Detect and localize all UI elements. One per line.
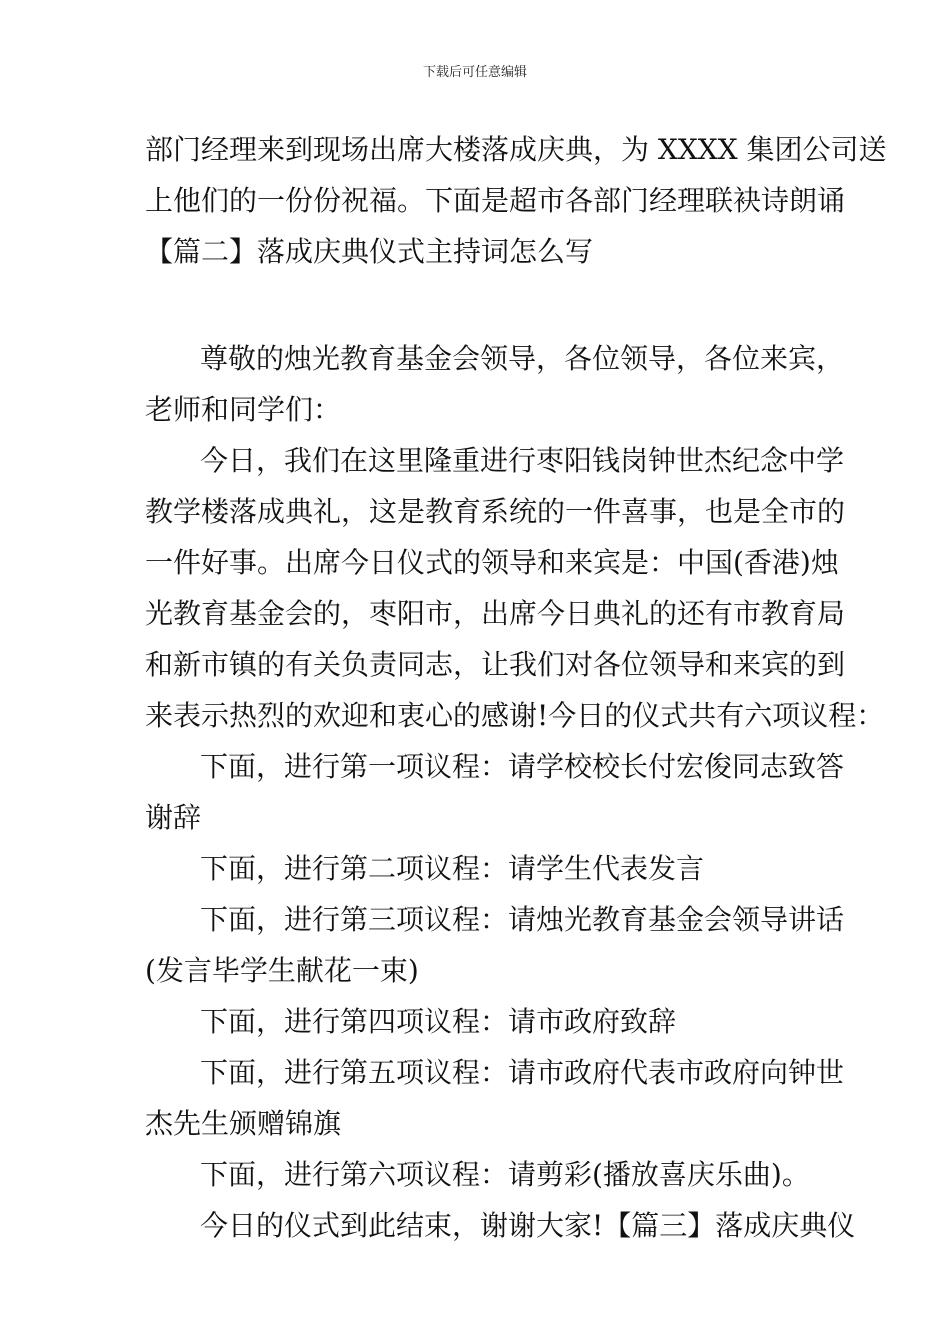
text-line: 和新市镇的有关负责同志，让我们对各位领导和来宾的到	[145, 648, 846, 681]
text-line: 来表示热烈的欢迎和衷心的感谢!今日的仪式共有六项议程：	[145, 699, 885, 732]
page-header-note: 下载后可任意编辑	[422, 65, 527, 80]
document-body	[145, 124, 887, 1251]
blank-spacer	[145, 277, 810, 333]
text-line: 一件好事。出席今日仪式的领导和来宾是：中国(香港)烛	[145, 546, 839, 579]
text-line: 教学楼落成典礼，这是教育系统的一件喜事，也是全市的	[145, 495, 846, 528]
agenda-item: 下面，进行第三项议程：请烛光教育基金会领导讲话	[200, 903, 845, 936]
salutation-line: 尊敬的烛光教育基金会领导，各位领导，各位来宾，	[200, 342, 845, 375]
agenda-item: 下面，进行第五项议程：请市政府代表市政府向钟世	[200, 1056, 845, 1089]
text-line: 光教育基金会的，枣阳市，出席今日典礼的还有市教育局	[145, 597, 846, 630]
text-line: 部门经理来到现场出席大楼落成庆典，为 XXXX 集团公司送	[145, 133, 887, 166]
closing-line: 今日的仪式到此结束，谢谢大家!【篇三】落成庆典仪	[200, 1209, 856, 1242]
agenda-item: 下面，进行第四项议程：请市政府致辞	[200, 1005, 677, 1038]
agenda-item: 下面，进行第二项议程：请学生代表发言	[200, 852, 705, 885]
agenda-item: 谢辞	[145, 801, 202, 834]
agenda-item: (发言毕学生献花一束)	[145, 954, 419, 987]
section-heading: 【篇二】落成庆典仪式主持词怎么写	[145, 235, 594, 268]
salutation-line: 老师和同学们：	[145, 393, 342, 426]
text-line: 今日，我们在这里隆重进行枣阳钱岗钟世杰纪念中学	[200, 444, 845, 477]
text-line: 上他们的一份份祝福。下面是超市各部门经理联袂诗朗诵	[145, 184, 846, 217]
agenda-item: 下面，进行第一项议程：请学校校长付宏俊同志致答	[200, 750, 845, 783]
agenda-item: 杰先生颁赠锦旗	[145, 1107, 342, 1140]
agenda-item: 下面，进行第六项议程：请剪彩(播放喜庆乐曲)。	[200, 1158, 810, 1191]
